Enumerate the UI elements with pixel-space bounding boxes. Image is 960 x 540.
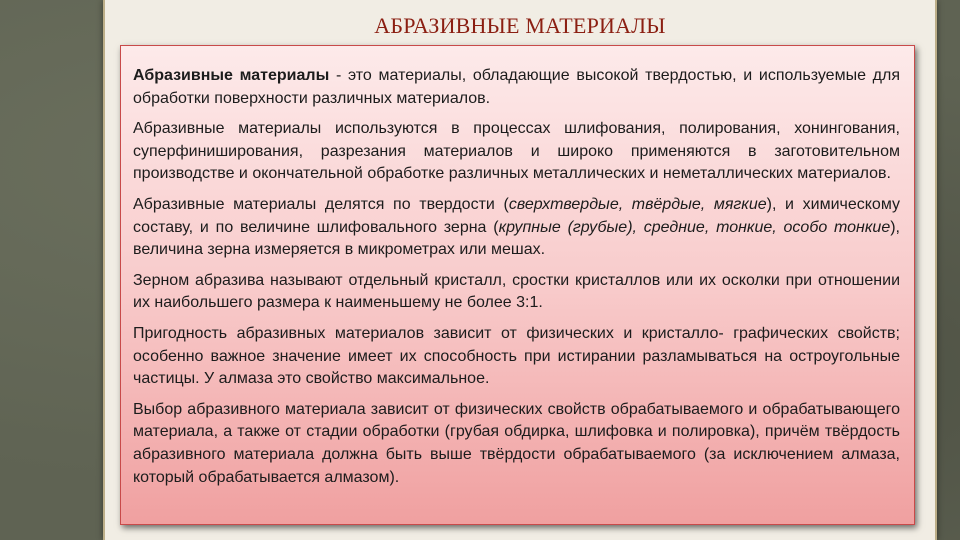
paragraph-definition [133,65,900,110]
paragraph-grain: Зерном абразива называют отдельный кристалл, сростки кристаллов или их осколки при отношении их наибольшего размера к наименьшему не более 3:1. [133,271,900,312]
definition-text: - это материалы, обладающие высокой твердостью, и используемые для обработки поверхности различных материалов. [133,67,901,107]
slide-title: АБРАЗИВНЫЕ МАТЕРИАЛЫ [374,13,666,38]
hardness-types: сверхтвердые, твёрдые, мягкие [508,195,767,213]
content-box [120,45,915,525]
paragraph-selection: Выбор абразивного материала зависит от физических свойств обрабатываемого и обрабатывающего материала, а также от стадии обработки (грубая обдирка, шлифовка и полировка), причём твёрдость абразивного материала должна быть выше твёрдости обрабатываемого (за исключением алмаза, который обрабатывается алмазом). [133,400,900,486]
classification-text-2: ), и химическому составу, и по величине шлифовального зерна ( [133,195,900,236]
grain-sizes: крупные (грубые), средние, тонкие, особо тонкие [498,218,891,236]
classification-text-1: Абразивные материалы делятся по твердости ( [133,195,509,213]
paragraph-suitability: Пригодность абразивных материалов зависит от физических и кристалло- графических свойств; особенно важное значение имеет их способность при истирании разламываться на остроугольные частицы. У алмаза это свойство максимальное. [133,324,900,388]
paragraph-usage: Абразивные материалы используются в процессах шлифования, полирования, хонингования, суперфиниширования, разрезания материалов и широко применяются в заготовительном производстве и окончательной обработке различных металлических и неметаллических материалов. [133,120,900,183]
paragraph-classification [133,194,900,262]
definition-term: Абразивные материалы [133,67,330,84]
classification-text-3: ), величина зерна измеряется в микрометрах или мешах. [133,218,900,259]
